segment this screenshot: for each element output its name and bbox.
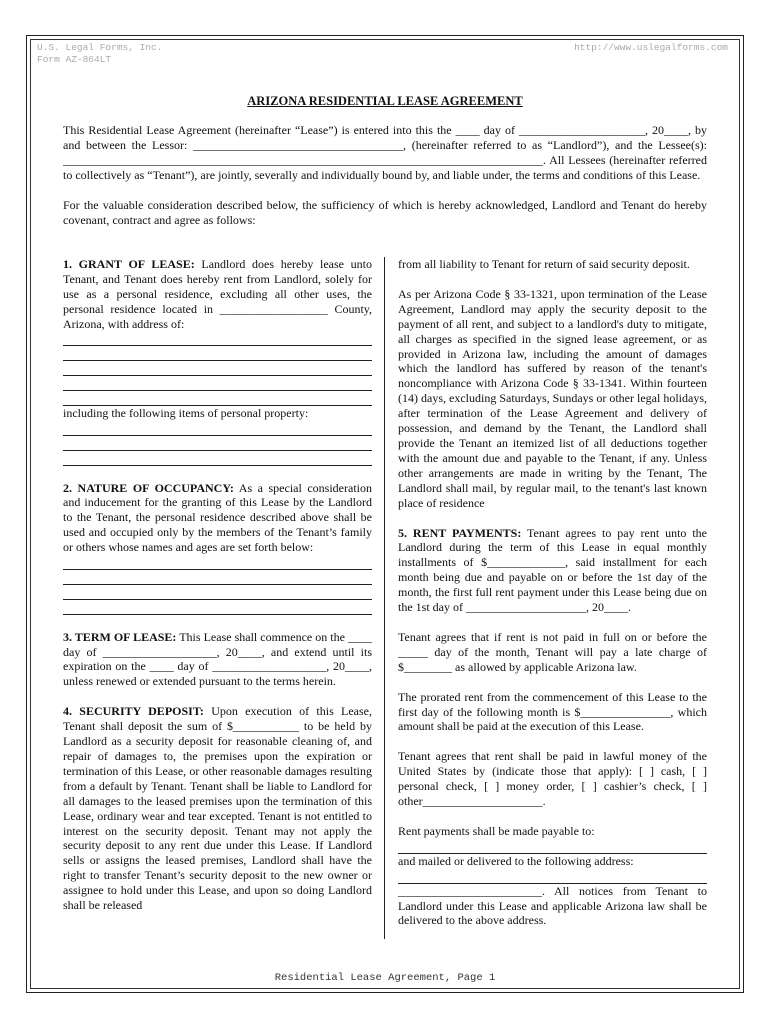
section-security-deposit: 4. SECURITY DEPOSIT: Upon execution of this Lease, Tenant shall deposit the sum of $___________ to be held by Landlord as a security deposit for reasonable cleaning of, and repair of damages to, the premises upon the expiration or termination of this Lease, or other reasonable damages resulting from a default by Tenant. Tenant shall be liable to Landlord for all damages to the leased premises upon the termination of this Lease, ordinary wear and tear excepted. Tenant is not entitled to interest on the security deposit. Tenant may not apply the security deposit to any rent due under this Lease. If Landlord sells or assigns the leased premises, Landlord shall have the right to transfer Tenant’s security deposit to the new owner or assignee to hold under this Lease, and upon so doing Landlord shall be released (63, 704, 373, 913)
page-footer: Residential Lease Agreement, Page 1 (274, 972, 496, 984)
header-form-number: Form AZ-864LT (37, 54, 112, 65)
blank-line (63, 585, 372, 600)
section-heading: 4. SECURITY DEPOSIT: (63, 704, 204, 719)
prorated-rent-paragraph: The prorated rent from the commencement of this Lease to the first day of the following month is $_______________, which amount shall be paid at the execution of this Lease. (398, 689, 707, 734)
blank-line (63, 346, 372, 361)
blank-line (63, 570, 372, 585)
blank-line (63, 376, 372, 391)
notices-paragraph: ________________________. All notices from Tenant to Landlord under this Lease and applicable Arizona law shall be delivered to the above address. (398, 883, 707, 928)
document-title: ARIZONA RESIDENTIAL LEASE AGREEMENT (247, 94, 523, 108)
left-column (63, 257, 372, 928)
section-term-of-lease: 3. TERM OF LEASE: This Lease shall commence on the ____ day of ___________________, 20____, and extend until its expiration on the ____ day of ___________________, 20____, unless renewed or extended pursuant to the terms herein. (63, 629, 372, 689)
blank-line (398, 839, 707, 854)
section-heading: 1. GRANT OF LEASE: (63, 257, 195, 271)
section-grant-of-lease: 1. GRANT OF LEASE: Landlord does hereby lease unto Tenant, and Tenant does hereby rent from Landlord, solely for use as a personal residence, excluding all other uses, the personal residence located in __________________ County, Arizona, with address of: (63, 257, 372, 331)
blank-line (398, 869, 707, 884)
blank-line (63, 361, 372, 376)
occupant-lines (63, 555, 372, 615)
mailed-label: and mailed or delivered to the following address: (398, 853, 634, 868)
blank-line (63, 451, 372, 466)
blank-line (63, 421, 372, 436)
consideration-paragraph: For the valuable consideration described below, the sufficiency of which is hereby acknowledged, Landlord and Tenant do hereby covenant, contract and agree as follows: (63, 197, 707, 227)
section-heading: 5. RENT PAYMENTS: (398, 525, 522, 540)
blank-line (63, 436, 372, 451)
personal-property-lines (63, 421, 372, 466)
section-heading: 3. TERM OF LEASE: (63, 629, 177, 644)
blank-line (63, 600, 372, 615)
blank-line (63, 332, 372, 347)
section-heading: 2. NATURE OF OCCUPANCY: (63, 480, 234, 495)
address-lines (63, 332, 372, 406)
section-rent-payments: 5. RENT PAYMENTS: Tenant agrees to pay rent unto the Landlord during the term of this Lease in equal monthly installments of $_____________, said installment for each month being due and payable on or before the 1st day of the month, the first full rent payment under this Lease being due on the 1st day of ____________________, 20____. (398, 525, 707, 615)
arizona-code-paragraph: As per Arizona Code § 33-1321, upon termination of the Lease Agreement, Landlord may apply the security deposit to the payment of all rent, and subject to a landlord's duty to mitigate, all charges as specified in the signed lease agreement, or as provided in Arizona law, including the amount of damages which the landlord has suffered by reason of the tenant's noncompliance with Arizona Code § 33-1341. Within fourteen (14) days, excluding Saturdays, Sundays or other legal holidays, after termination of the Lease Agreement and delivery of possession, and demand by the Tenant, the Landlord shall provide the Tenant an itemized list of all deductions together with the amount due and payable to the Tenant, if any. Unless other arrangements are made in writing by the Tenant, The Landlord shall mail, by regular mail, to the tenant's last known place of residence (398, 286, 707, 510)
payment-method-paragraph: Tenant agrees that rent shall be paid in lawful money of the United States by (indicate those that apply): [ ] cash, [ ] personal check, [ ] money order, [ ] cashier’s check, [ ] other____________________. (398, 749, 707, 809)
personal-property-label: including the following items of personal property: (63, 405, 309, 420)
right-column (398, 257, 707, 928)
column-divider (384, 257, 385, 939)
payable-to-label: Rent payments shall be made payable to: (398, 824, 595, 838)
blank-line (63, 391, 372, 406)
header-url: http://www.uslegalforms.com (574, 42, 728, 53)
late-charge-paragraph: Tenant agrees that if rent is not paid in full on or before the _____ day of the month, Tenant will pay a late charge of $________ as allowed by applicable Arizona law. (398, 629, 707, 674)
blank-line (63, 555, 372, 570)
section-nature-of-occupancy: 2. NATURE OF OCCUPANCY: As a special consideration and inducement for the granting of this Lease by the Landlord to the Tenant, the personal residence described above shall be used and occupied only by the members of the Tenant’s family or others whose names and ages are set forth below: (63, 480, 372, 555)
deposit-release-text: from all liability to Tenant for return of said security deposit. (398, 257, 690, 271)
header-company: U.S. Legal Forms, Inc. (37, 42, 163, 53)
intro-paragraph: This Residential Lease Agreement (hereinafter “Lease”) is entered into this the ____ day of _____________________, 20____, by and between the Lessor: ___________________________________, (hereinafter referred to as “Landlord”), and the Lessee(s): ________________________________________________________________________________. All Lessees (hereinafter referred to collectively as “Tenant”), are jointly, severally and individually bound by, and liable under, the terms and conditions of this Lease. (63, 123, 707, 182)
intro-section (63, 123, 707, 242)
